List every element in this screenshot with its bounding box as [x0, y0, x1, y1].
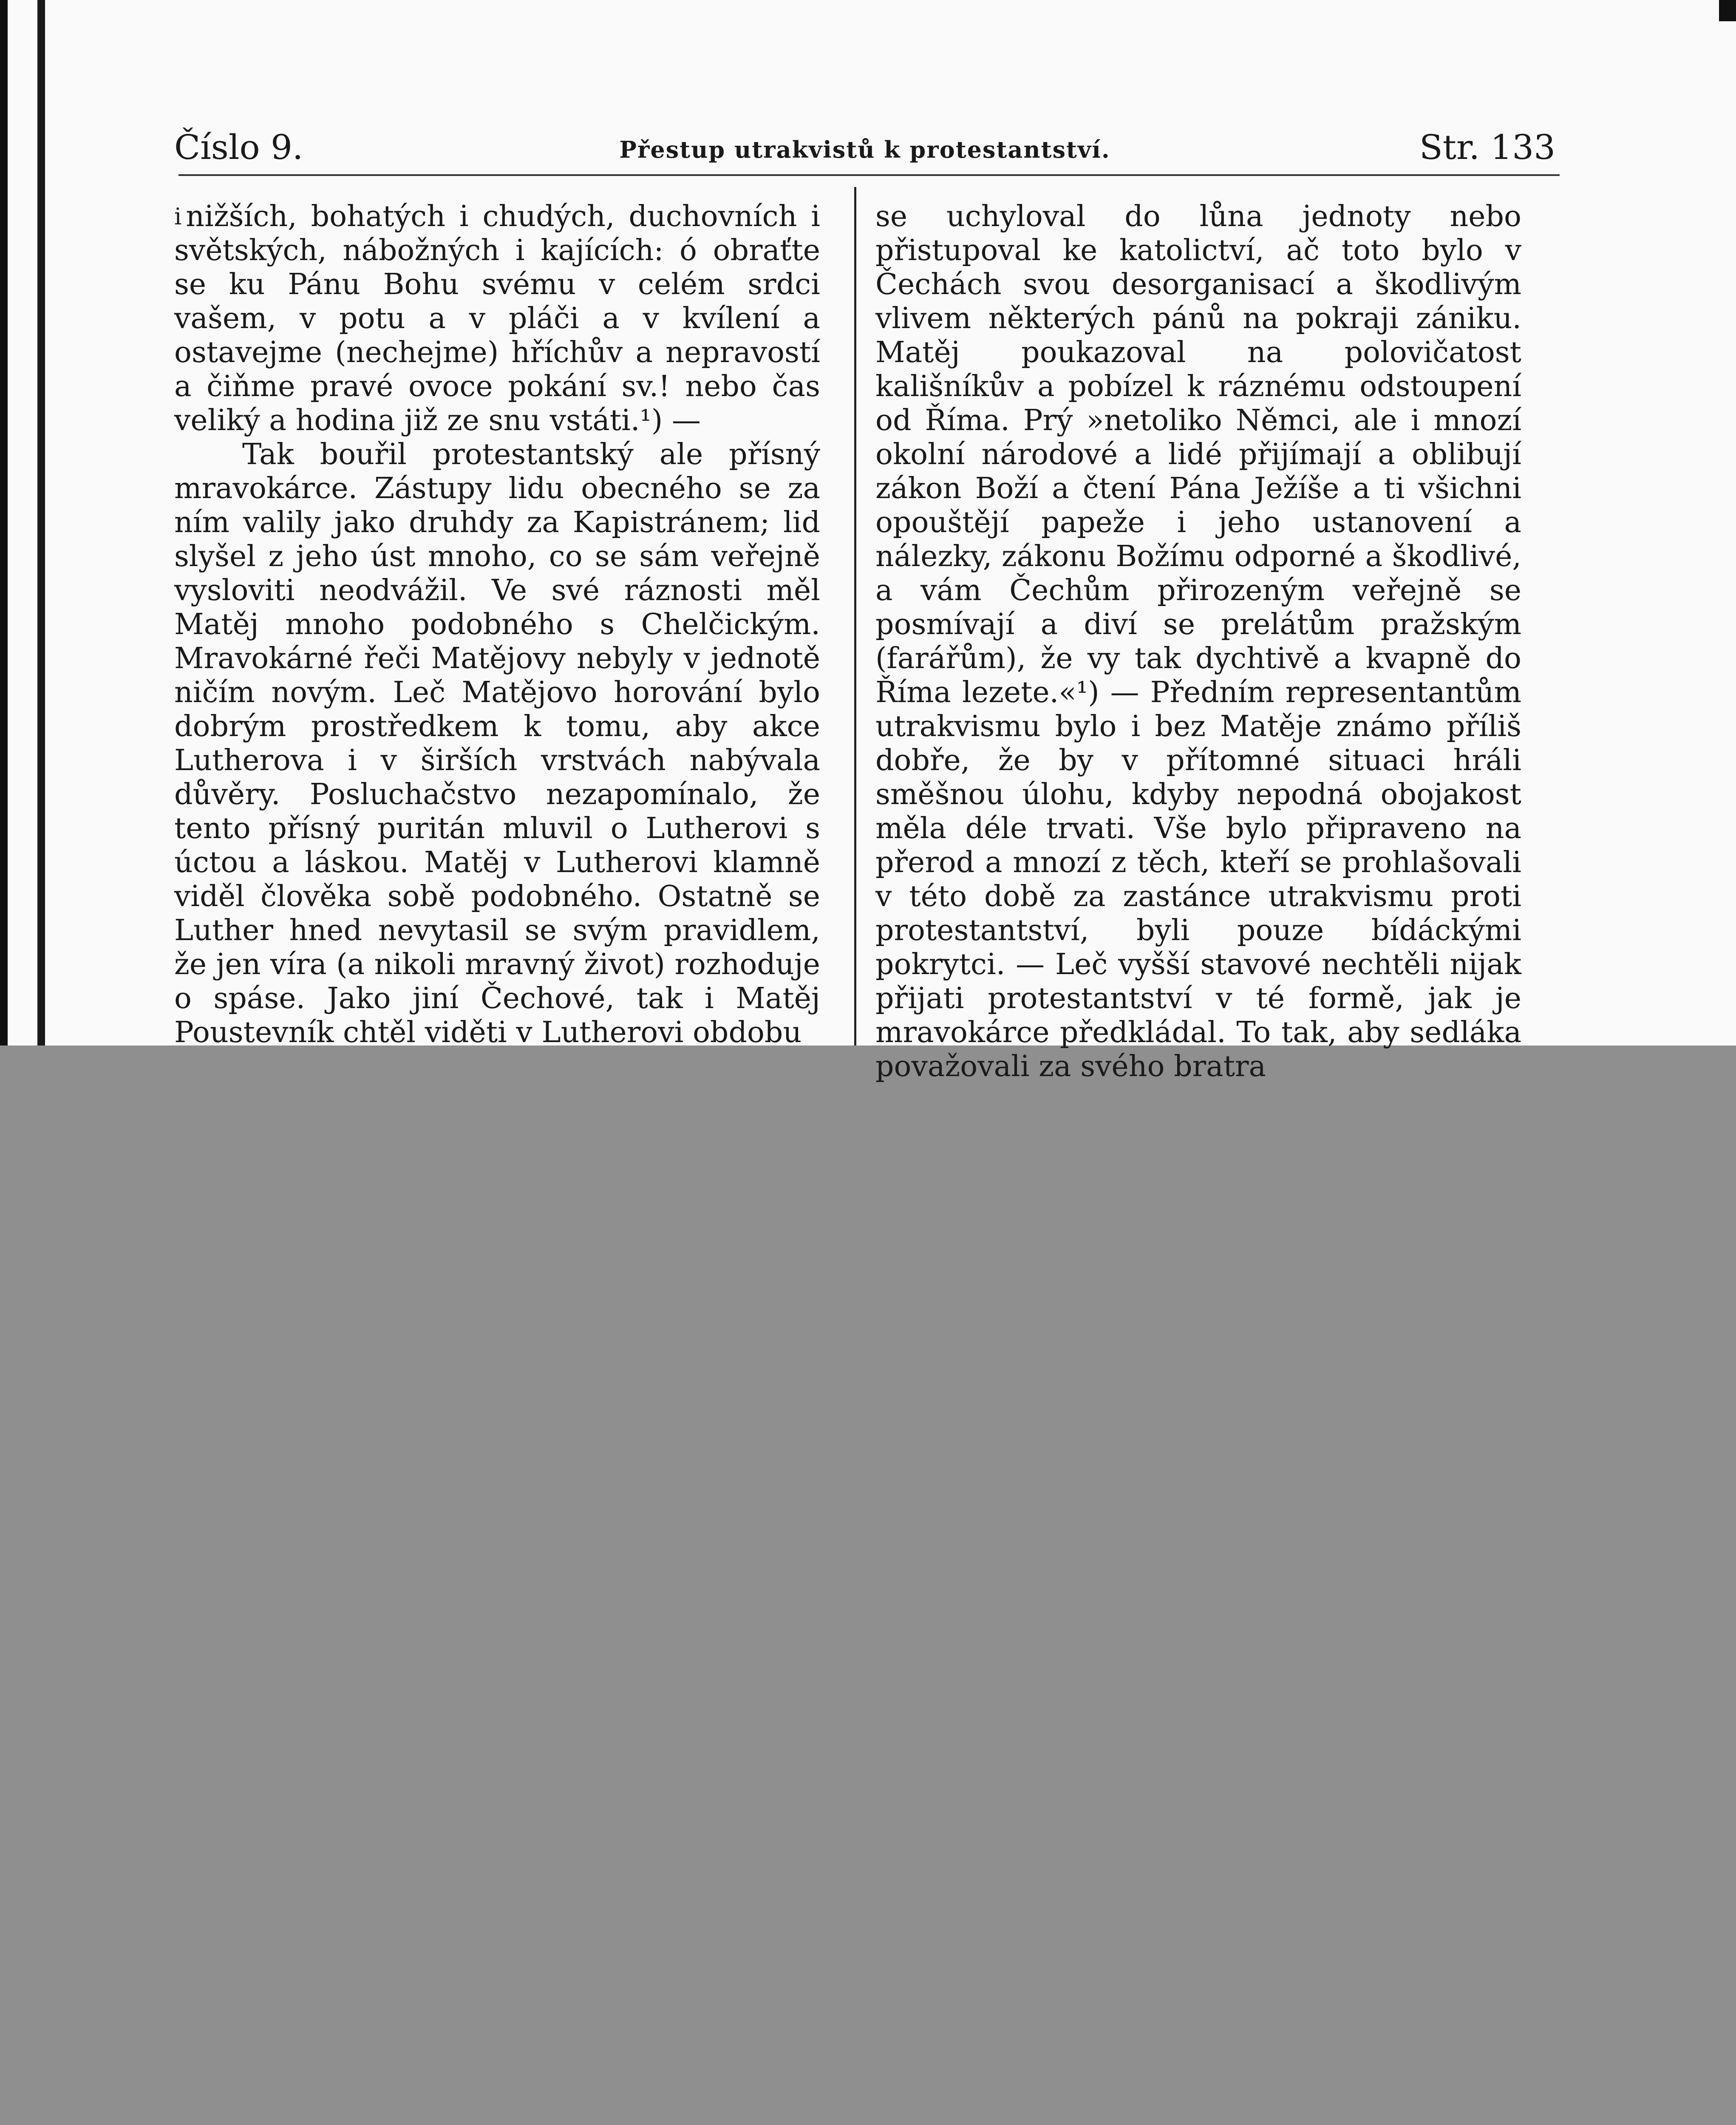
- text-column-right: [875, 200, 1521, 1083]
- page-binding-edge: [37, 0, 45, 1046]
- page-number: Str. 133: [1419, 128, 1555, 167]
- scan-border-left: [0, 0, 8, 1046]
- paragraph: Tak bouřil protestantský ale přísný mravokárce. Zástupy lidu obecného se za ním valily jako druhdy za Kapistránem; lid slyšel z jeho úst mnoho, co se sám veřejně vysloviti neodvážil. Ve své ráznosti měl Matěj mnoho podobného s Chelčickým. Mravokárné řeči Matějovy nebyly v jednotě ničím novým. Leč Matějovo horování bylo dobrým prostředkem k tomu, aby akce Lutherova i v širších vrstvách nabývala důvěry. Posluchačstvo nezapomínalo, že tento přísný puritán mluvil o Lutherovi s úctou a láskou. Matěj v Lutherovi klamně viděl člověka sobě podobného. Ostatně se Luther hned nevytasil se svým pravidlem, že jen víra (a nikoli mravný život) rozhoduje o spáse. Jako jiní Čechové, tak i Matěj Poustevník chtěl viděti v Lutherovi obdobu: [174, 438, 820, 1049]
- lead-mark: i: [174, 203, 182, 230]
- scan-corner-mark: [1719, 0, 1736, 21]
- running-title: Přestup utrakvistů k protestantství.: [619, 136, 1110, 163]
- paragraph: se uchyloval do lůna jednoty nebo přistupoval ke katolictví, ač toto bylo v Čechách svou desorganisací a škodlivým vlivem některých pánů na pokraji zániku. Matěj poukazoval na polovičatost kališníkův a pobízel k ráznému odstoupení od Říma. Prý »netoliko Němci, ale i mnozí okolní národové a lidé přijímají a oblibují zákon Boží a čtení Pána Ježíše a ti všichni opouštějí papeže i jeho ustanovení a nálezky, zákonu Božímu odporné a škodlivé, a vám Čechům přirozeným veřejně se posmívají a diví se prelátům pražským (farářům), že vy tak dychtivě a kvapně do Říma lezete.«¹) — Předním representantům utrakvismu bylo i bez Matěje známo příliš dobře, že by v přítomné situaci hráli směšnou úlohu, kdyby nepodná obojakost měla déle trvati. Vše bylo připraveno na přerod a mnozí z těch, kteří se prohlašovali v této době za zastánce utrakvismu proti protestantství, byli pouze bídáckými pokrytci. — Leč vyšší stavové nechtěli nijak přijati protestantství v té formě, jak je mravokárce předkládal. To tak, aby sedláka považovali za svého bratra: [875, 200, 1521, 1083]
- issue-number: Číslo 9.: [174, 128, 303, 167]
- paragraph-text: nižších, bohatých i chudých, duchovních i světských, nábožných i kajících: ó obraťte se ku Pánu Bohu svému v celém srdci vašem, v potu a v pláči a v kvílení a ostavejme (nechejme) hříchův a nepravostí a čiňme pravé ovoce pokání sv.! nebo čas veliký a hodina již ze snu vstáti.¹) —: [174, 200, 820, 437]
- column-divider: [854, 187, 856, 1046]
- text-column-left: [174, 200, 820, 1049]
- running-header: [174, 123, 1555, 183]
- paragraph: [174, 200, 820, 438]
- header-rule: [178, 174, 1560, 176]
